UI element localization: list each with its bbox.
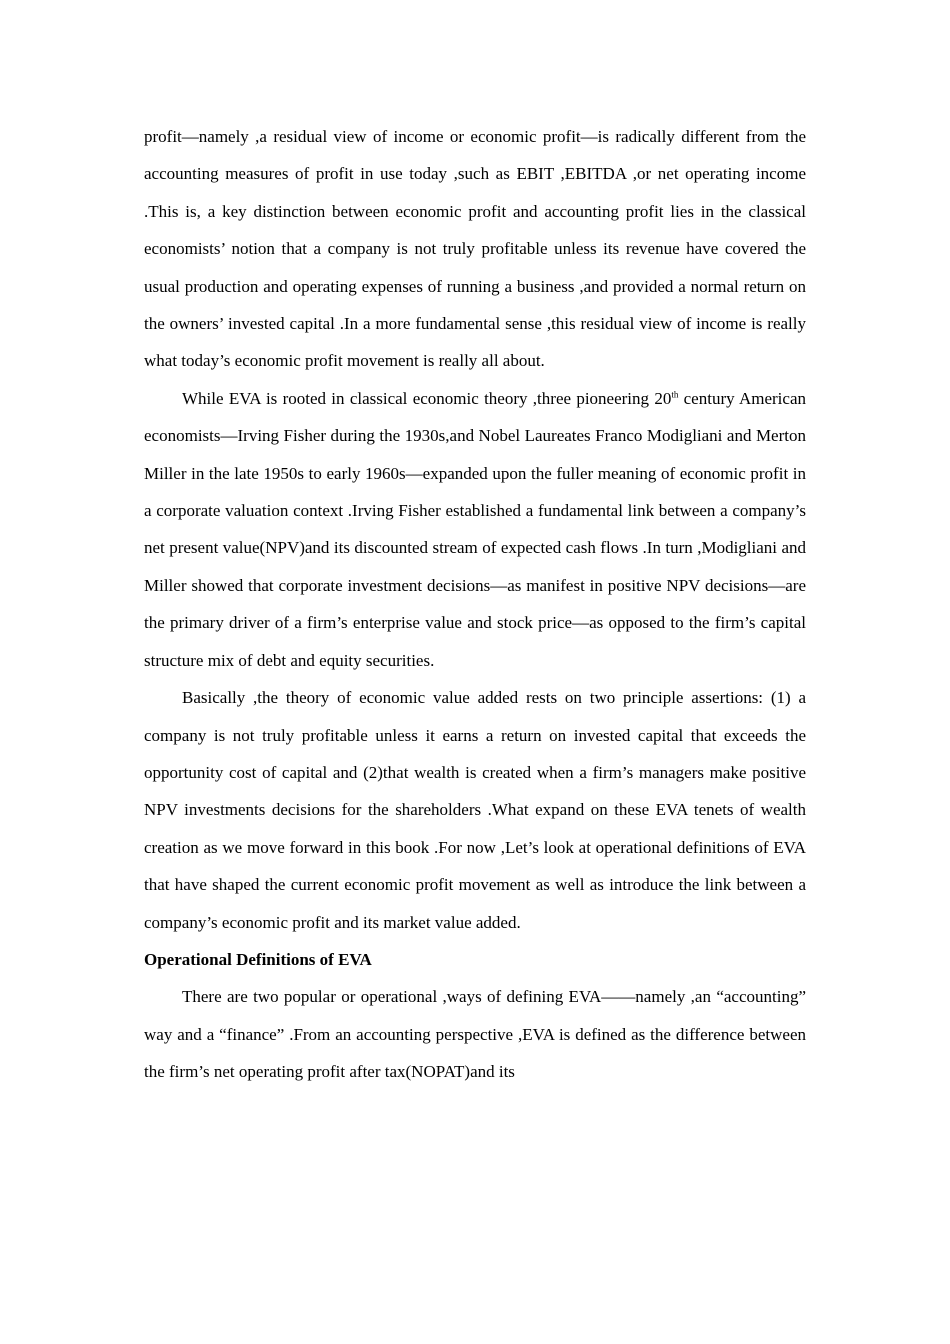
paragraph-eva-definitions: There are two popular or operational ,ways of defining EVA——namely ,an “accounting” way and a “finance” .From an accounting perspective ,EVA is defined as the difference between the firm’s net operating profit after tax(NOPAT)and its [144,987,806,1082]
ordinal-superscript: th [671,389,679,400]
paragraph-eva-history [144,380,806,679]
document-page [144,118,806,1091]
paragraph-eva-history-rest: century American economists—Irving Fisher during the 1930s,and Nobel Laureates Franco Modigliani and Merton Miller in the late 1950s to early 1960s—expanded upon the fuller meaning of economic profit in a corporate valuation context .Irving Fisher established a fundamental link between a company’s net present value(NPV)and its discounted stream of expected cash flows .In turn ,Modigliani and Miller showed that corporate investment decisions—as manifest in positive NPV decisions—are the primary driver of a firm’s enterprise value and stock price—as opposed to the firm’s capital structure mix of debt and equity securities. [144,388,806,670]
paragraph-eva-history-start: While EVA is rooted in classical economic theory ,three pioneering 20 [182,388,672,408]
paragraph-economic-profit: profit—namely ,a residual view of income or economic profit—is radically different from the accounting measures of profit in use today ,such as EBIT ,EBITDA ,or net operating income .This is, a key distinction between economic profit and accounting profit lies in the classical economists’ notion that a company is not truly profitable unless its revenue have covered the usual production and operating expenses of running a business ,and provided a normal return on the owners’ invested capital .In a more fundamental sense ,this residual view of income is really what today’s economic profit movement is really all about. [144,127,806,371]
paragraph-eva-assertions: Basically ,the theory of economic value added rests on two principle assertions: (1) a company is not truly profitable unless it earns a return on invested capital that exceeds the opportunity cost of capital and (2)that wealth is created when a firm’s managers make positive NPV investments decisions for the shareholders .What expand on these EVA tenets of wealth creation as we move forward in this book .For now ,Let’s look at operational definitions of EVA that have shaped the current economic profit movement as well as introduce the link between a company’s economic profit and its market value added. [144,688,806,932]
section-heading: Operational Definitions of EVA [144,949,372,969]
